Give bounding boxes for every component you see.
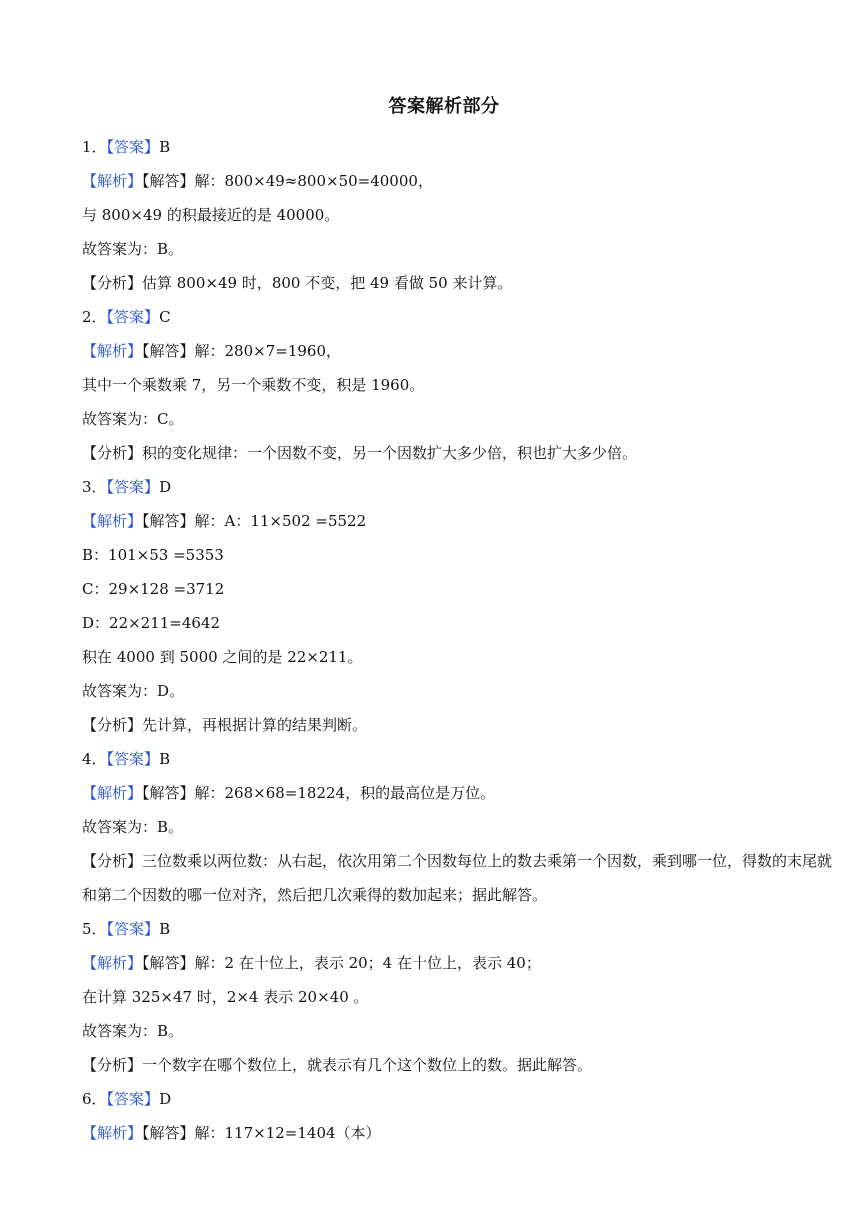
question-number: 3． bbox=[82, 478, 107, 496]
answer-tag: 【答案】 bbox=[106, 920, 160, 938]
analysis-line: 【分析】一个数字在哪个数位上，就表示有几个这个数位上的数。据此解答。 bbox=[82, 1056, 593, 1074]
jiexi-tag: 【解析】 bbox=[82, 784, 143, 802]
answer-line-3 bbox=[82, 470, 842, 504]
solution-line-2 bbox=[82, 334, 842, 368]
solution-text: 【解答】解：A：11×502 =5522 bbox=[142, 512, 367, 530]
page-title: 答案解析部分 bbox=[388, 96, 500, 117]
text-line: 故答案为：B。 bbox=[82, 818, 184, 836]
answer-value: C bbox=[159, 308, 171, 326]
question-number: 6． bbox=[82, 1090, 107, 1108]
text-line: 与 800×49 的积最接近的是 40000。 bbox=[82, 206, 340, 224]
question-number: 4． bbox=[82, 750, 107, 768]
answer-tag: 【答案】 bbox=[106, 1090, 160, 1108]
answer-value: D bbox=[159, 478, 172, 496]
text-line: B：101×53 =5353 bbox=[82, 546, 224, 564]
solution-text: 【解答】解：280×7=1960， bbox=[142, 342, 342, 360]
solution-text: 【解答】解：2 在十位上，表示 20；4 在十位上，表示 40； bbox=[142, 954, 541, 972]
question-number: 2． bbox=[82, 308, 107, 326]
answer-tag: 【答案】 bbox=[106, 308, 160, 326]
text-line: 故答案为：C。 bbox=[82, 410, 184, 428]
solution-line-3 bbox=[82, 504, 842, 538]
answer-value: B bbox=[159, 750, 171, 768]
text-line: 在计算 325×47 时，2×4 表示 20×40 。 bbox=[82, 988, 369, 1006]
answer-line-1 bbox=[82, 130, 842, 164]
answer-tag: 【答案】 bbox=[106, 750, 160, 768]
solution-text: 【解答】解：117×12=1404（本） bbox=[142, 1124, 381, 1142]
text-line: 故答案为：B。 bbox=[82, 240, 184, 258]
analysis-line: 【分析】先计算，再根据计算的结果判断。 bbox=[82, 716, 368, 734]
jiexi-tag: 【解析】 bbox=[82, 512, 143, 530]
answer-list bbox=[82, 130, 842, 1150]
question-number: 1． bbox=[82, 138, 107, 156]
jiexi-tag: 【解析】 bbox=[82, 954, 143, 972]
analysis-line: 【分析】估算 800×49 时，800 不变，把 49 看做 50 来计算。 bbox=[82, 274, 513, 292]
text-line: C：29×128 =3712 bbox=[82, 580, 225, 598]
text-line: D：22×211=4642 bbox=[82, 614, 221, 632]
answer-value: D bbox=[159, 1090, 172, 1108]
text-line: 其中一个乘数乘 7，另一个乘数不变，积是 1960。 bbox=[82, 376, 425, 394]
text-line: 故答案为：B。 bbox=[82, 1022, 184, 1040]
answer-tag: 【答案】 bbox=[106, 478, 160, 496]
jiexi-tag: 【解析】 bbox=[82, 1124, 143, 1142]
jiexi-tag: 【解析】 bbox=[82, 342, 143, 360]
answer-line-2 bbox=[82, 300, 842, 334]
answer-tag: 【答案】 bbox=[106, 138, 160, 156]
question-number: 5． bbox=[82, 920, 107, 938]
answer-value: B bbox=[159, 920, 171, 938]
solution-line-1 bbox=[82, 164, 842, 198]
solution-text: 【解答】解：268×68=18224，积的最高位是万位。 bbox=[142, 784, 496, 802]
answer-value: B bbox=[159, 138, 171, 156]
solution-line-5 bbox=[82, 946, 842, 980]
solution-line-4 bbox=[82, 776, 842, 810]
analysis-line: 【分析】三位数乘以两位数：从右起，依次用第二个因数每位上的数去乘第一个因数，乘到哪一位，得数的末尾就和第二个因数的哪一位对齐，然后把几次乘得的数加起来；据此解答。 bbox=[82, 852, 833, 904]
text-line: 故答案为：D。 bbox=[82, 682, 185, 700]
text-line: 积在 4000 到 5000 之间的是 22×211。 bbox=[82, 648, 363, 666]
solution-text: 【解答】解：800×49≈800×50=40000， bbox=[142, 172, 433, 190]
jiexi-tag: 【解析】 bbox=[82, 172, 143, 190]
answer-line-6 bbox=[82, 1082, 842, 1116]
answer-line-4 bbox=[82, 742, 842, 776]
analysis-line: 【分析】积的变化规律：一个因数不变，另一个因数扩大多少倍，积也扩大多少倍。 bbox=[82, 444, 638, 462]
answer-line-5 bbox=[82, 912, 842, 946]
solution-line-6 bbox=[82, 1116, 842, 1150]
